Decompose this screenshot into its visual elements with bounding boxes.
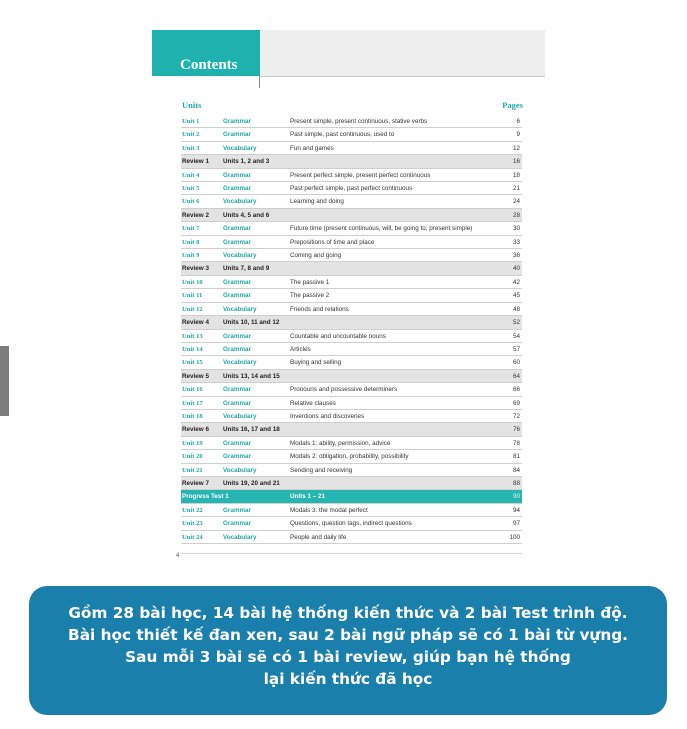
unit-label: Unit 4	[182, 171, 200, 179]
review-row	[181, 316, 522, 329]
banner-line: lại kiến thức đã học	[263, 670, 433, 688]
table-row	[181, 182, 522, 195]
description: Articles	[290, 345, 311, 353]
type-label: Grammar	[223, 278, 252, 286]
pages-heading: Pages	[502, 100, 523, 110]
unit-label: Unit 8	[182, 238, 200, 246]
page-bottom-rule	[182, 553, 522, 554]
description: Present simple, present continuous, stative verbs	[290, 118, 428, 125]
unit-label: Progress Test 1	[182, 493, 229, 501]
unit-label: Unit 7	[182, 225, 200, 233]
page-number-cell: 78	[512, 439, 520, 447]
page-number-cell: 30	[512, 225, 520, 233]
unit-label: Review 7	[182, 479, 209, 487]
unit-label: Unit 15	[182, 359, 203, 367]
type-label: Units 16, 17 and 18	[223, 426, 280, 434]
type-label: Units 7, 8 and 9	[223, 265, 270, 273]
description: Present perfect simple, present perfect continuous	[290, 171, 431, 179]
unit-label: Unit 24	[182, 533, 203, 541]
unit-label: Review 3	[182, 265, 209, 273]
page-number-cell: 33	[512, 238, 520, 246]
page-number-cell: 90	[512, 493, 520, 501]
table-row	[181, 195, 522, 208]
type-label: Grammar	[223, 399, 252, 407]
page-number-cell: 66	[512, 386, 520, 394]
progress-test-row	[181, 490, 522, 503]
description: Modals 2: obligation, probability, possibility	[290, 453, 409, 461]
unit-label: Unit 5	[182, 185, 200, 193]
page-number-cell: 60	[512, 359, 520, 367]
table-row	[181, 276, 522, 289]
type-label: Grammar	[223, 131, 252, 139]
review-row	[181, 423, 522, 436]
page-number-cell: 6	[516, 118, 520, 125]
contents-table	[181, 115, 522, 544]
description: Friends and relations	[290, 305, 349, 313]
page-number-cell: 21	[512, 185, 520, 193]
description: Coming and going	[290, 252, 342, 260]
page-number-cell: 28	[512, 211, 520, 219]
page-number-cell: 64	[512, 372, 520, 380]
unit-label: Unit 17	[182, 399, 203, 407]
table-row	[181, 410, 522, 423]
banner-line: Gồm 28 bài học, 14 bài hệ thống kiến thức và 2 bài Test trình độ.	[68, 604, 628, 622]
page-title: Contents	[180, 57, 238, 73]
page-number-cell: 18	[512, 171, 520, 179]
description: Modals 3: the modal perfect	[290, 506, 368, 514]
header-rule	[260, 76, 545, 77]
header-tick	[259, 76, 260, 88]
type-label: Grammar	[223, 506, 252, 514]
review-row	[181, 370, 522, 383]
page-number-cell: 42	[512, 278, 520, 286]
table-row	[181, 222, 522, 235]
table-row	[181, 356, 522, 369]
unit-label: Unit 10	[182, 278, 203, 286]
page-number-cell: 88	[512, 479, 520, 487]
type-label: Vocabulary	[223, 198, 257, 206]
description: The passive 1	[290, 278, 330, 286]
page-number: 4	[176, 553, 180, 559]
type-label: Units 4, 5 and 6	[223, 211, 270, 219]
table-row	[181, 383, 522, 396]
table-row	[181, 517, 522, 530]
description: Fun and games	[290, 144, 334, 152]
type-label: Vocabulary	[223, 144, 257, 152]
table-row	[181, 169, 522, 182]
table-row	[181, 249, 522, 262]
description: Modals 1: ability, permission, advice	[290, 439, 391, 447]
description: Learning and doing	[290, 198, 344, 206]
unit-label: Unit 14	[182, 345, 203, 353]
page-number-cell: 24	[512, 198, 520, 206]
description: People and daily life	[290, 533, 347, 541]
page-number-cell: 69	[512, 399, 520, 407]
table-row	[181, 504, 522, 517]
info-banner	[29, 586, 667, 715]
type-label: Units 1, 2 and 3	[223, 158, 270, 166]
page-number-cell: 100	[509, 533, 520, 541]
type-label: Grammar	[223, 292, 252, 300]
page-number-cell: 94	[512, 506, 520, 514]
contents-page	[152, 30, 545, 560]
description: Questions, question tags, indirect questions	[290, 520, 412, 528]
table-row	[181, 289, 522, 302]
page-number-cell: 81	[512, 453, 520, 461]
type-label: Grammar	[223, 185, 252, 193]
unit-label: Review 2	[182, 211, 209, 219]
description: Countable and uncountable nouns	[290, 332, 386, 340]
page-number-cell: 84	[512, 466, 520, 474]
table-row	[181, 330, 522, 343]
page-number-cell: 72	[512, 412, 520, 420]
table-row	[181, 128, 522, 141]
type-label: Grammar	[223, 225, 252, 233]
description: Future time (present continuous, will, be going to, present simple)	[290, 225, 473, 233]
type-label: Units 13, 14 and 15	[223, 372, 280, 380]
table-row	[181, 343, 522, 356]
page-number-cell: 45	[512, 292, 520, 300]
unit-label: Review 6	[182, 426, 209, 434]
description: The passive 2	[290, 292, 330, 300]
type-label: Grammar	[223, 238, 252, 246]
table-row	[181, 236, 522, 249]
type-label: Grammar	[223, 345, 252, 353]
table-row	[181, 450, 522, 463]
unit-label: Unit 6	[182, 198, 200, 206]
unit-label: Unit 3	[182, 144, 200, 152]
unit-label: Unit 1	[182, 118, 200, 125]
page-number-cell: 97	[512, 520, 520, 528]
page-number-cell: 76	[512, 426, 520, 434]
unit-label: Unit 11	[182, 292, 203, 300]
table-row	[181, 464, 522, 477]
description: Prepositions of time and place	[290, 238, 375, 246]
description: Buying and selling	[290, 359, 342, 367]
type-label: Vocabulary	[223, 252, 257, 260]
unit-label: Unit 21	[182, 466, 203, 474]
unit-label: Unit 16	[182, 386, 203, 394]
side-tab-decoration	[0, 346, 9, 416]
description: Past perfect simple, past perfect continuous	[290, 185, 413, 193]
table-row	[181, 142, 522, 155]
unit-label: Unit 23	[182, 520, 203, 528]
page-number-cell: 54	[512, 332, 520, 340]
table-row	[181, 531, 522, 544]
type-label: Grammar	[223, 520, 252, 528]
type-label: Grammar	[223, 386, 252, 394]
page-number-cell: 16	[512, 158, 520, 166]
type-label: Grammar	[223, 118, 252, 125]
description: Relative clauses	[290, 399, 336, 407]
units-heading: Units	[182, 100, 202, 110]
type-label: Vocabulary	[223, 305, 257, 313]
page-number-cell: 9	[516, 131, 520, 139]
unit-label: Unit 22	[182, 506, 203, 514]
page-number-cell: 12	[512, 144, 520, 152]
table-row	[181, 397, 522, 410]
unit-label: Unit 9	[182, 252, 200, 260]
unit-label: Review 4	[182, 319, 209, 327]
review-row	[181, 209, 522, 222]
unit-label: Unit 12	[182, 305, 203, 313]
banner-line: Sau mỗi 3 bài sẽ có 1 bài review, giúp bạn hệ thống	[125, 648, 571, 666]
description: Past simple, past continuous, used to	[290, 131, 395, 139]
page-number-cell: 52	[512, 319, 520, 327]
review-row	[181, 262, 522, 275]
review-row	[181, 155, 522, 168]
description: Sending and receiving	[290, 466, 353, 474]
unit-label: Unit 19	[182, 439, 203, 447]
page-number-cell: 36	[512, 252, 520, 260]
page-number-cell: 57	[512, 345, 520, 353]
type-label: Grammar	[223, 332, 252, 340]
unit-label: Unit 18	[182, 412, 203, 420]
page-number-cell: 48	[512, 305, 520, 313]
table-row	[181, 437, 522, 450]
type-label: Vocabulary	[223, 359, 257, 367]
type-label: Grammar	[223, 439, 252, 447]
type-label: Units 19, 20 and 21	[223, 479, 280, 487]
table-row	[181, 303, 522, 316]
unit-label: Review 1	[182, 158, 209, 166]
table-row	[181, 115, 522, 128]
unit-label: Review 5	[182, 372, 209, 380]
unit-label: Unit 2	[182, 131, 200, 139]
type-label: Grammar	[223, 453, 252, 461]
description: Pronouns and possessive determiners	[290, 386, 398, 394]
type-label: Units 10, 11 and 12	[223, 319, 280, 327]
banner-line: Bài học thiết kế đan xen, sau 2 bài ngữ pháp sẽ có 1 bài từ vựng.	[68, 626, 628, 644]
review-row	[181, 477, 522, 490]
type-label: Vocabulary	[223, 412, 257, 420]
type-label: Grammar	[223, 171, 252, 179]
description: Inventions and discoveries	[290, 412, 365, 420]
unit-label: Unit 13	[182, 332, 203, 340]
unit-label: Unit 20	[182, 453, 203, 461]
type-label: Vocabulary	[223, 466, 257, 474]
type-label: Units 1 – 21	[290, 493, 325, 501]
type-label: Vocabulary	[223, 533, 257, 541]
page-number-cell: 40	[512, 265, 520, 273]
